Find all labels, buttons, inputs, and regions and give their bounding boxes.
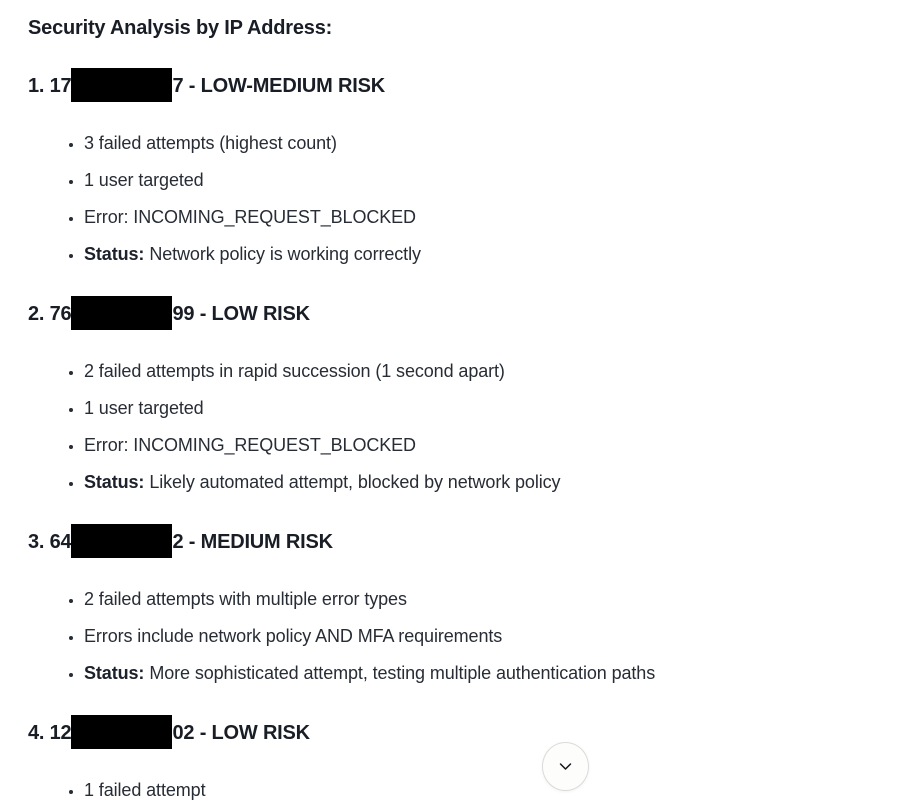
bullet-text: 1 failed attempt [84,780,206,800]
risk-label: LOW-MEDIUM RISK [200,75,385,97]
risk-label: LOW RISK [211,722,310,744]
section-2-heading [28,297,864,331]
redacted-ip-box [71,296,172,330]
bullet-text: Error: INCOMING_REQUEST_BLOCKED [84,435,416,455]
list-item [84,129,864,158]
dash-separator: - [183,75,201,97]
list-item [84,622,864,651]
list-item [84,776,864,805]
risk-label: LOW RISK [211,303,310,325]
section-3-bullets [28,585,864,688]
ip-suffix: 02 [172,722,195,744]
bullet-text: 2 failed attempts in rapid succession (1 second apart) [84,361,505,381]
list-item [84,394,864,423]
section-1-heading [28,69,864,103]
ip-prefix: 4. 12 [28,722,72,744]
dash-separator: - [183,531,201,553]
ip-prefix: 3. 64 [28,531,72,553]
list-item [84,468,864,497]
list-item [84,166,864,195]
bullet-text: Error: INCOMING_REQUEST_BLOCKED [84,207,416,227]
bullet-text: 1 user targeted [84,170,204,190]
ip-prefix: 2. 76 [28,303,72,325]
bullet-text: 1 user targeted [84,398,204,418]
redacted-ip-box [71,715,172,749]
list-item [84,240,864,269]
list-item [84,431,864,460]
status-label: Status: [84,244,145,264]
bullet-text: More sophisticated attempt, testing multiple authentication paths [149,663,656,683]
bullet-text: 2 failed attempts with multiple error types [84,589,407,609]
ip-suffix: 7 [172,75,184,97]
redacted-ip-box [71,524,172,558]
status-label: Status: [84,663,145,683]
section-2-bullets [28,357,864,497]
status-label: Status: [84,472,145,492]
dash-separator: - [194,303,212,325]
list-item [84,585,864,614]
ip-suffix: 99 [172,303,195,325]
page-title: Security Analysis by IP Address: [28,17,333,39]
section-4-bullets [28,776,864,805]
risk-label: MEDIUM RISK [200,531,333,553]
bullet-text: Network policy is working correctly [149,244,421,264]
section-1-bullets [28,129,864,269]
section-4-heading [28,716,864,750]
chevron-down-icon [557,758,574,775]
list-item [84,357,864,386]
ip-suffix: 2 [172,531,184,553]
section-3-heading [28,525,864,559]
bullet-text: 3 failed attempts (highest count) [84,133,337,153]
scroll-to-bottom-button[interactable] [542,742,589,791]
dash-separator: - [194,722,212,744]
bullet-text: Likely automated attempt, blocked by network policy [149,472,561,492]
redacted-ip-box [71,68,172,102]
ip-prefix: 1. 17 [28,75,72,97]
list-item [84,659,864,688]
bullet-text: Errors include network policy AND MFA requirements [84,626,503,646]
list-item [84,203,864,232]
